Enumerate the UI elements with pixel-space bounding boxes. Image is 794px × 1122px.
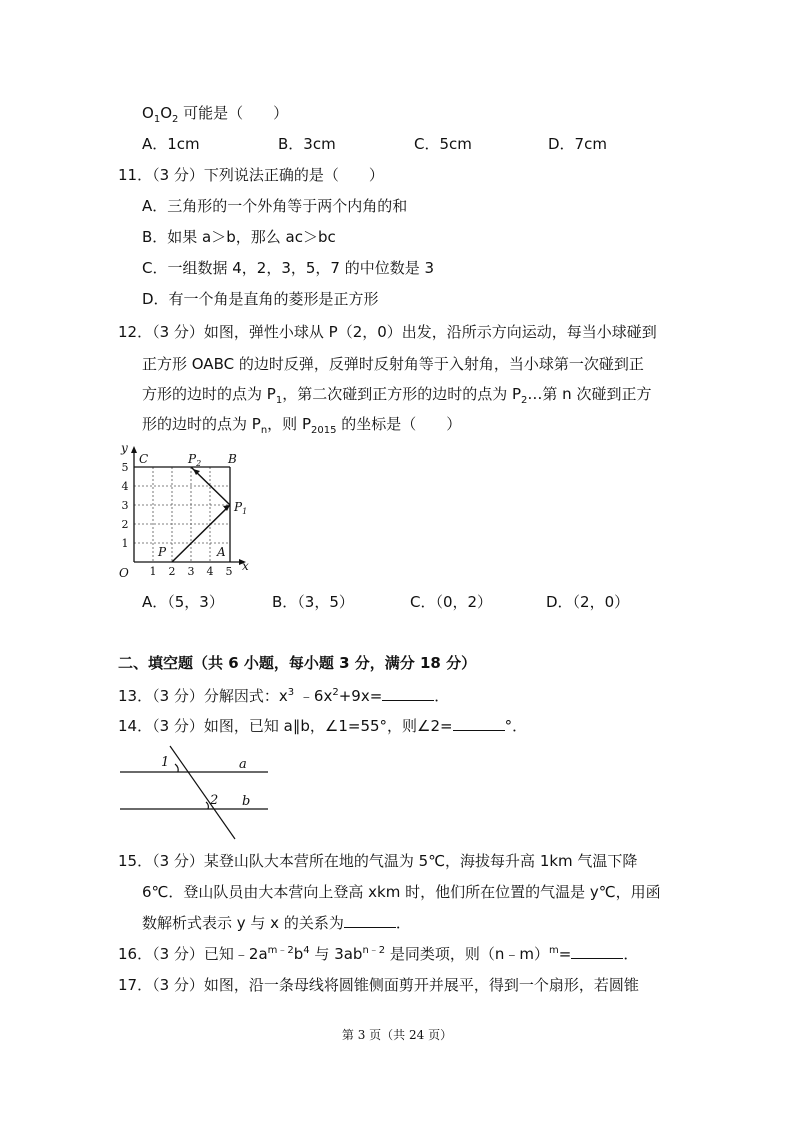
x-tick-3: 3 [187,565,195,578]
x-tick-2: 2 [168,565,176,578]
x-tick-1: 1 [149,565,157,578]
x-tick-4: 4 [206,565,214,578]
q12-line-1: 12．（3 分）如图，弹性小球从 P（2，0）出发，沿所示方向运动，每当小球碰到 [118,323,657,341]
q12-line-2: 正方形 OABC 的边时反弹，反弹时反射角等于入射角，当小球第一次碰到正 [142,355,644,373]
angle-2-arc [206,802,208,809]
q16-text: 16．（3 分）已知$﹣2a^{m﹣2}b^4$ 与 $3ab^{n﹣2}$ 是同类项，则（n﹣m）$^m$= ． [118,945,639,963]
q14-parallel-lines-figure [118,742,268,842]
q15-line-1: 15．（3 分）某登山队大本营所在地的气温为 5℃，海拔每升高 1km 气温下降 [118,852,638,870]
q12-square-figure [112,440,262,580]
vertex-a-label: A [217,545,226,559]
origin-label: O [119,566,129,580]
line-b-label: b [242,794,251,809]
q13-answer-blank[interactable] [382,686,434,701]
point-p2-label: $P_2$ [188,452,202,468]
q10-option-d: D．7cm [548,135,607,153]
q12-option-c: C．（0，2） [410,593,493,611]
section-2-title: 二、填空题（共 6 小题，每小题 3 分，满分 18 分） [118,654,477,672]
q12-option-a: A．（5，3） [142,593,224,611]
axis-y-label: y [121,441,128,455]
y-tick-4: 4 [121,480,129,493]
q14-text: 14．（3 分）如图，已知 a∥b，∠1=55°，则∠2= °． [118,717,528,735]
q10-option-b: B．3cm [278,135,336,153]
x-tick-5: 5 [225,565,233,578]
vertex-c-label: C [139,452,149,466]
q17-line-1: 17．（3 分）如图，沿一条母线将圆锥侧面剪开并展平，得到一个扇形，若圆锥 [118,976,639,994]
q11-option-a: A．三角形的一个外角等于两个内角的和 [142,197,408,215]
angle-2-label: 2 [210,793,219,808]
q13-text: 13．（3 分）分解因式：$x^3$ $﹣6x^2+9x=$ ． [118,687,450,705]
y-tick-1: 1 [121,537,129,550]
angle-1-arc [175,764,178,772]
q15-answer-blank[interactable] [344,913,396,928]
q15-line-2: 6℃．登山队员由大本营向上登高 xkm 时，他们所在位置的气温是 y℃，用函 [142,883,661,901]
page-footer: 第 3 页（共 24 页） [341,1028,453,1042]
q12-option-b: B．（3，5） [272,593,354,611]
q15-line-3: 数解析式表示 y 与 x 的关系为 ． [142,914,411,932]
q12-option-d: D．（2，0） [546,593,630,611]
q11-stem: 11．（3 分）下列说法正确的是（ ） [118,166,384,184]
point-p1-label: $P_1$ [234,500,248,516]
q10-continuation: $O_1O_2$ 可能是（ ） [142,104,289,125]
y-tick-5: 5 [121,461,129,474]
angle-1-label: 1 [161,755,170,770]
q10-option-a: A．1cm [142,135,200,153]
q14-answer-blank[interactable] [453,716,505,731]
q16-answer-blank[interactable] [571,944,623,959]
q11-option-b: B．如果 a＞b，那么 ac＞bc [142,228,336,246]
point-p-label: P [158,545,167,559]
q11-option-d: D．有一个角是直角的菱形是正方形 [142,290,379,308]
transversal-line [170,746,235,839]
y-tick-2: 2 [121,518,129,531]
q11-option-c: C．一组数据 4，2，3，5，7 的中位数是 3 [142,259,435,277]
q12-line-3: 方形的边时的点为 $P_1$，第二次碰到正方形的边时的点为 $P_2\dots$第 n 次碰到正方 [142,385,652,406]
grid-lines [134,467,230,562]
line-a-label: a [239,757,247,772]
y-tick-3: 3 [121,499,129,512]
axis-x-label: x [242,559,249,573]
square-oabc [134,467,230,562]
q10-option-c: C．5cm [414,135,472,153]
vertex-b-label: B [228,452,237,466]
q12-line-4: 形的边时的点为 $P_n$，则 $P_{2015}$ 的坐标是（ ） [142,415,462,436]
